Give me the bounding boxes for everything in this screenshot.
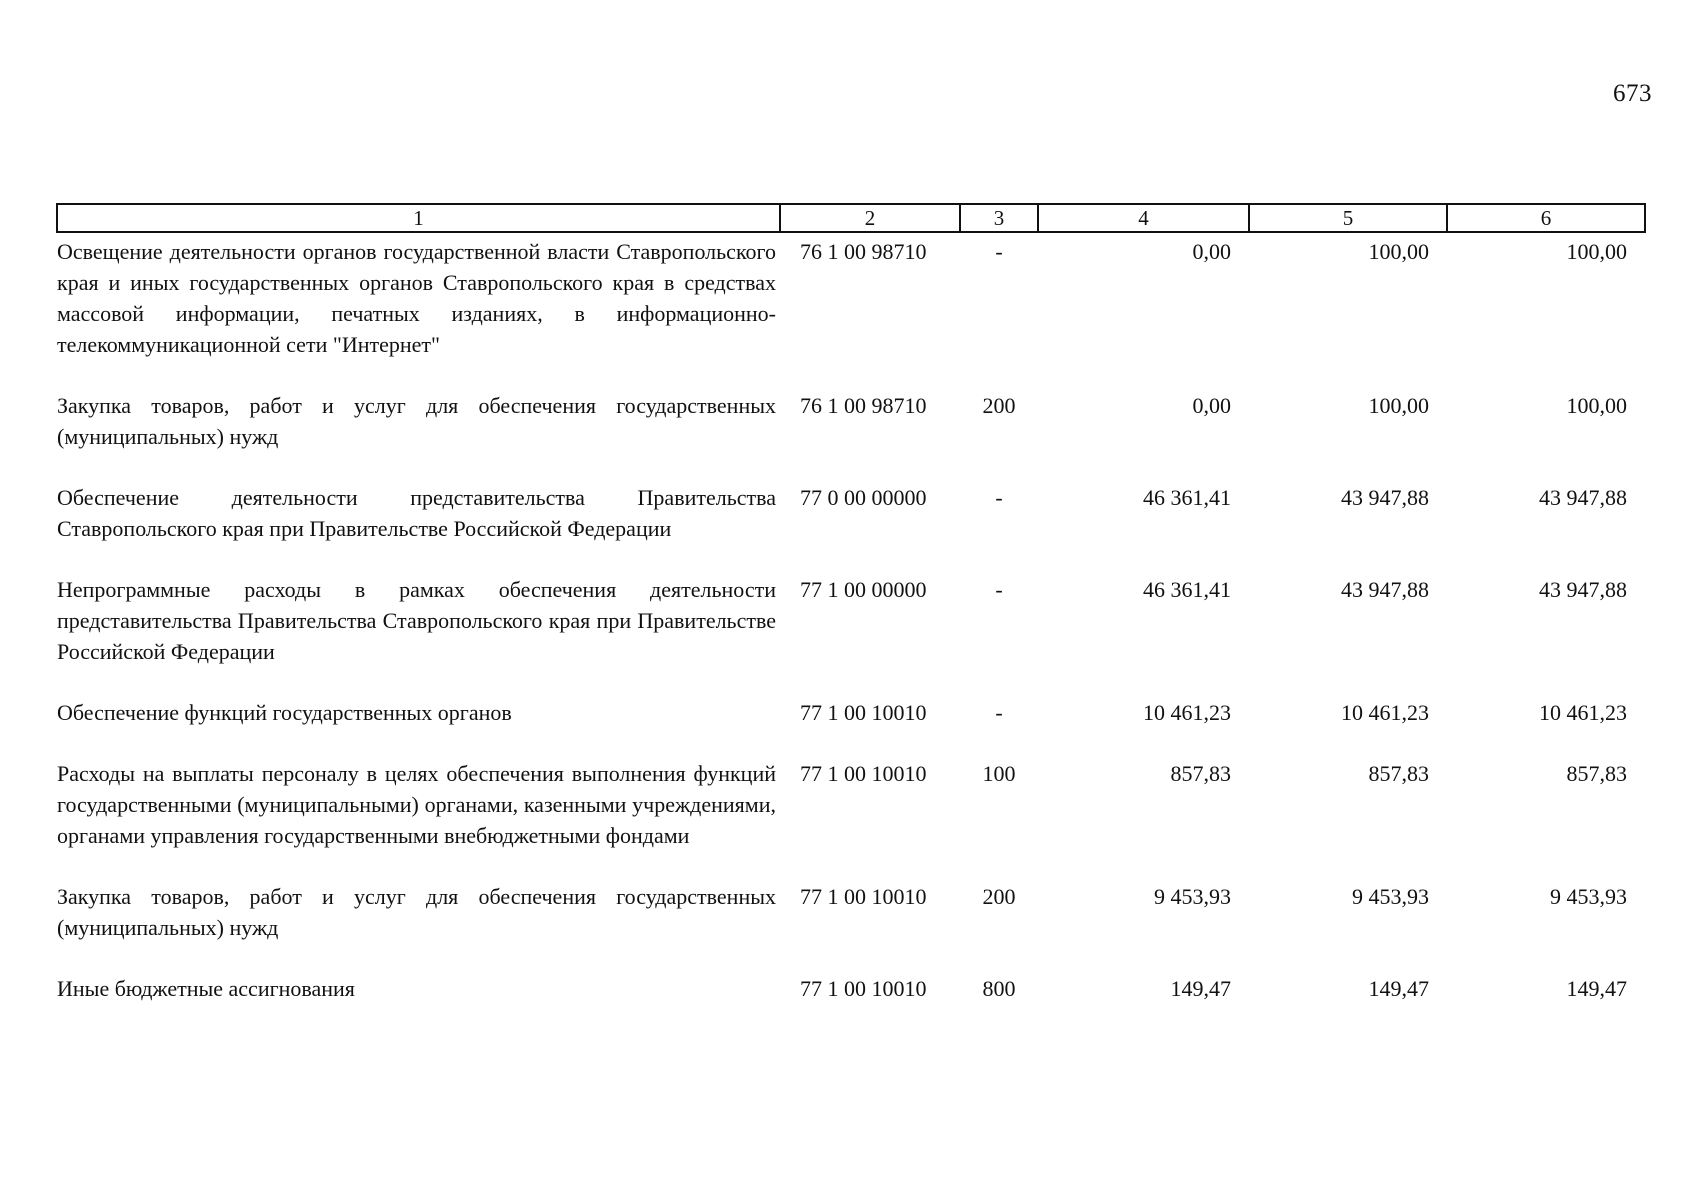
row-expense-type: 800 — [982, 976, 1016, 1001]
row-code: 76 1 00 98710 — [800, 239, 927, 264]
row-value-col4: 46 361,41 — [1143, 485, 1231, 510]
row-expense-type: - — [995, 239, 1003, 264]
column-header-2: 2 — [780, 204, 960, 232]
row-code: 77 0 00 00000 — [800, 485, 927, 510]
row-value-col4: 0,00 — [1192, 393, 1231, 418]
budget-table — [56, 203, 1646, 1034]
row-value-col6: 43 947,88 — [1539, 577, 1627, 602]
row-value-col4: 857,83 — [1170, 761, 1231, 786]
column-header-1: 1 — [57, 204, 780, 232]
row-code: 77 1 00 10010 — [800, 976, 927, 1001]
column-header-3: 3 — [960, 204, 1038, 232]
row-value-col6: 43 947,88 — [1539, 485, 1627, 510]
row-name: Закупка товаров, работ и услуг для обеспечения государственных (муниципальных) нужд — [57, 393, 776, 449]
row-name: Непрограммные расходы в рамках обеспечения деятельности представительства Правительства Ставропольского края при Правительстве Российской Федерации — [57, 577, 776, 664]
row-value-col5: 10 461,23 — [1341, 700, 1429, 725]
row-name: Закупка товаров, работ и услуг для обеспечения государственных (муниципальных) нужд — [57, 884, 776, 940]
table-row — [57, 758, 1645, 881]
row-value-col4: 46 361,41 — [1143, 577, 1231, 602]
row-name: Обеспечение деятельности представительства Правительства Ставропольского края при Правительстве Российской Федерации — [57, 485, 776, 541]
table-row — [57, 574, 1645, 697]
row-value-col5: 100,00 — [1368, 239, 1429, 264]
row-code: 77 1 00 00000 — [800, 577, 927, 602]
table-row — [57, 973, 1645, 1034]
table-row — [57, 482, 1645, 574]
row-value-col6: 857,83 — [1566, 761, 1627, 786]
table-row — [57, 697, 1645, 758]
row-value-col4: 10 461,23 — [1143, 700, 1231, 725]
row-value-col5: 43 947,88 — [1341, 577, 1429, 602]
row-value-col6: 10 461,23 — [1539, 700, 1627, 725]
row-value-col5: 149,47 — [1368, 976, 1429, 1001]
row-code: 76 1 00 98710 — [800, 393, 927, 418]
row-name: Освещение деятельности органов государственной власти Ставропольского края и иных государственных органов Ставропольского края в средствах массовой информации, печатных изданиях, в информационно-телекоммуникационной сети "Интернет" — [57, 239, 776, 357]
table-header — [57, 204, 1645, 232]
row-code: 77 1 00 10010 — [800, 700, 927, 725]
row-code: 77 1 00 10010 — [800, 761, 927, 786]
row-value-col4: 149,47 — [1170, 976, 1231, 1001]
row-expense-type: 200 — [982, 884, 1016, 909]
row-name: Расходы на выплаты персоналу в целях обеспечения выполнения функций государственными (муниципальными) органами, казенными учреждениями, органами управления государственными внебюджетными фондами — [57, 761, 776, 848]
row-value-col4: 0,00 — [1192, 239, 1231, 264]
row-value-col5: 857,83 — [1368, 761, 1429, 786]
table-row — [57, 881, 1645, 973]
column-header-5: 5 — [1249, 204, 1447, 232]
column-header-4: 4 — [1038, 204, 1249, 232]
row-value-col6: 100,00 — [1566, 393, 1627, 418]
row-name: Иные бюджетные ассигнования — [57, 976, 355, 1001]
row-value-col4: 9 453,93 — [1154, 884, 1231, 909]
row-value-col5: 9 453,93 — [1352, 884, 1429, 909]
table-row — [57, 232, 1645, 390]
row-expense-type: - — [995, 485, 1003, 510]
row-expense-type: 100 — [982, 761, 1016, 786]
row-value-col5: 100,00 — [1368, 393, 1429, 418]
row-expense-type: - — [995, 577, 1003, 602]
row-value-col6: 100,00 — [1566, 239, 1627, 264]
row-expense-type: 200 — [982, 393, 1016, 418]
table-body — [57, 232, 1645, 1034]
row-value-col5: 43 947,88 — [1341, 485, 1429, 510]
table-row — [57, 390, 1645, 482]
page-number: 673 — [1613, 80, 1652, 107]
row-name: Обеспечение функций государственных органов — [57, 700, 512, 725]
row-value-col6: 149,47 — [1566, 976, 1627, 1001]
row-code: 77 1 00 10010 — [800, 884, 927, 909]
column-header-6: 6 — [1447, 204, 1645, 232]
row-value-col6: 9 453,93 — [1550, 884, 1627, 909]
row-expense-type: - — [995, 700, 1003, 725]
